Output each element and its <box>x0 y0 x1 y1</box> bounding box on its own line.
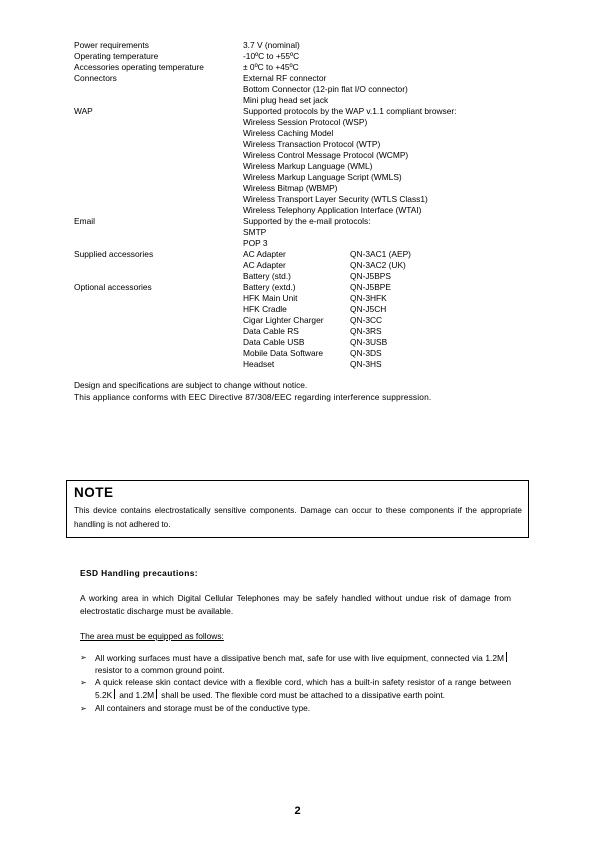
accessory-label: Supplied accessories <box>74 249 154 259</box>
accessory-item: Cigar Lighter Charger <box>243 315 324 325</box>
spec-value: Mini plug head set jack <box>243 95 329 105</box>
note-text: This device contains electrostatically sensitive components. Damage can occur to these components if the appropriate handling is not adhered to. <box>74 506 522 529</box>
esd-heading: ESD Handling precautions: <box>80 568 198 578</box>
spec-value: Wireless Control Message Protocol (WCMP) <box>243 150 409 160</box>
spec-value: Wireless Markup Language Script (WMLS) <box>243 172 402 182</box>
arrow-bullet-icon: ➢ <box>80 703 87 713</box>
bullet-text: resistor to a common ground point. <box>95 664 225 675</box>
spec-label: WAP <box>74 106 93 116</box>
esd-bullet-list <box>80 652 511 716</box>
accessory-code: QN-3AC2 (UK) <box>350 260 406 270</box>
accessory-item: Battery (extd.) <box>243 282 296 292</box>
accessory-code: QN-3USB <box>350 337 388 347</box>
spec-value: Supported protocols by the WAP v.1.1 compliant browser: <box>243 106 457 116</box>
spec-label: Accessories operating temperature <box>74 62 204 72</box>
accessory-item: Data Cable RS <box>243 326 299 336</box>
design-notice: Design and specifications are subject to change without notice. <box>74 380 308 390</box>
spec-value: Wireless Transaction Protocol (WTP) <box>243 139 381 149</box>
spec-value: ± 0ºC to +45ºC <box>243 62 299 72</box>
spec-value: -10ºC to +55ºC <box>243 51 300 61</box>
accessory-item: Battery (std.) <box>243 271 291 281</box>
note-title: NOTE <box>74 485 114 500</box>
ohm-glyph <box>156 689 158 699</box>
bullet-text: A quick release skin contact device with a flexible cord, which has a built-in safety resistor of a range between 5.2K <box>95 677 511 701</box>
esd-equip-heading: The area must be equipped as follows: <box>80 631 224 641</box>
accessory-item: HFK Cradle <box>243 304 287 314</box>
accessory-item: Headset <box>243 359 275 369</box>
bullet-text: All containers and storage must be of the conductive type. <box>95 702 311 713</box>
accessory-item: AC Adapter <box>243 260 286 270</box>
accessory-code: QN-3RS <box>350 326 382 336</box>
ohm-glyph <box>114 689 116 699</box>
spec-value: Supported by the e-mail protocols: <box>243 216 371 226</box>
spec-value: SMTP <box>243 227 267 237</box>
accessory-code: QN-3CC <box>350 315 383 325</box>
bullet-text: All working surfaces must have a dissipative bench mat, safe for use with live equipment, connected via 1.2M <box>95 653 504 663</box>
spec-label: Power requirements <box>74 40 149 50</box>
esd-intro: A working area in which Digital Cellular Telephones may be safely handled without undue risk of damage from electrostatic discharge must be available. <box>80 593 511 616</box>
spec-label: Email <box>74 216 95 226</box>
spec-label: Operating temperature <box>74 51 159 61</box>
accessory-code: QN-J5CH <box>350 304 387 314</box>
accessory-item: HFK Main Unit <box>243 293 298 303</box>
spec-label: Connectors <box>74 73 117 83</box>
eec-notice: This appliance conforms with EEC Directive 87/308/EEC regarding interference suppression. <box>74 392 432 402</box>
spec-value: Bottom Connector (12-pin flat I/O connector) <box>243 84 408 94</box>
spec-value: Wireless Bitmap (WBMP) <box>243 183 338 193</box>
spec-value: External RF connector <box>243 73 327 83</box>
accessory-item: Mobile Data Software <box>243 348 324 358</box>
spec-value: Wireless Markup Language (WML) <box>243 161 373 171</box>
accessory-item: Data Cable USB <box>243 337 305 347</box>
bullet-text: and 1.2M <box>119 690 155 701</box>
list-item <box>80 652 511 676</box>
accessory-code: QN-J5BPE <box>350 282 391 292</box>
bullet-text: shall be used. The flexible cord must be attached to a dissipative earth point. <box>161 690 445 701</box>
arrow-bullet-icon: ➢ <box>80 678 87 688</box>
spec-value: Wireless Session Protocol (WSP) <box>243 117 368 127</box>
accessory-code: QN-3DS <box>350 348 382 358</box>
accessory-code: QN-3HFK <box>350 293 387 303</box>
note-box <box>66 480 529 538</box>
list-item <box>80 677 511 701</box>
spec-value: Wireless Caching Model <box>243 128 334 138</box>
spec-value: 3.7 V (nominal) <box>243 40 300 50</box>
arrow-bullet-icon: ➢ <box>80 653 87 662</box>
spec-value: Wireless Transport Layer Security (WTLS Class1) <box>243 194 428 204</box>
accessory-item: AC Adapter <box>243 249 286 259</box>
accessory-label: Optional accessories <box>74 282 152 292</box>
spec-value: Wireless Telephony Application Interface (WTAI) <box>243 205 422 215</box>
list-item <box>80 703 511 715</box>
ohm-glyph <box>506 652 508 662</box>
page-number: 2 <box>294 805 301 817</box>
accessory-code: QN-3AC1 (AEP) <box>350 249 411 259</box>
accessory-code: QN-J5BPS <box>350 271 391 281</box>
spec-value: POP 3 <box>243 238 268 248</box>
accessory-code: QN-3HS <box>350 359 382 369</box>
